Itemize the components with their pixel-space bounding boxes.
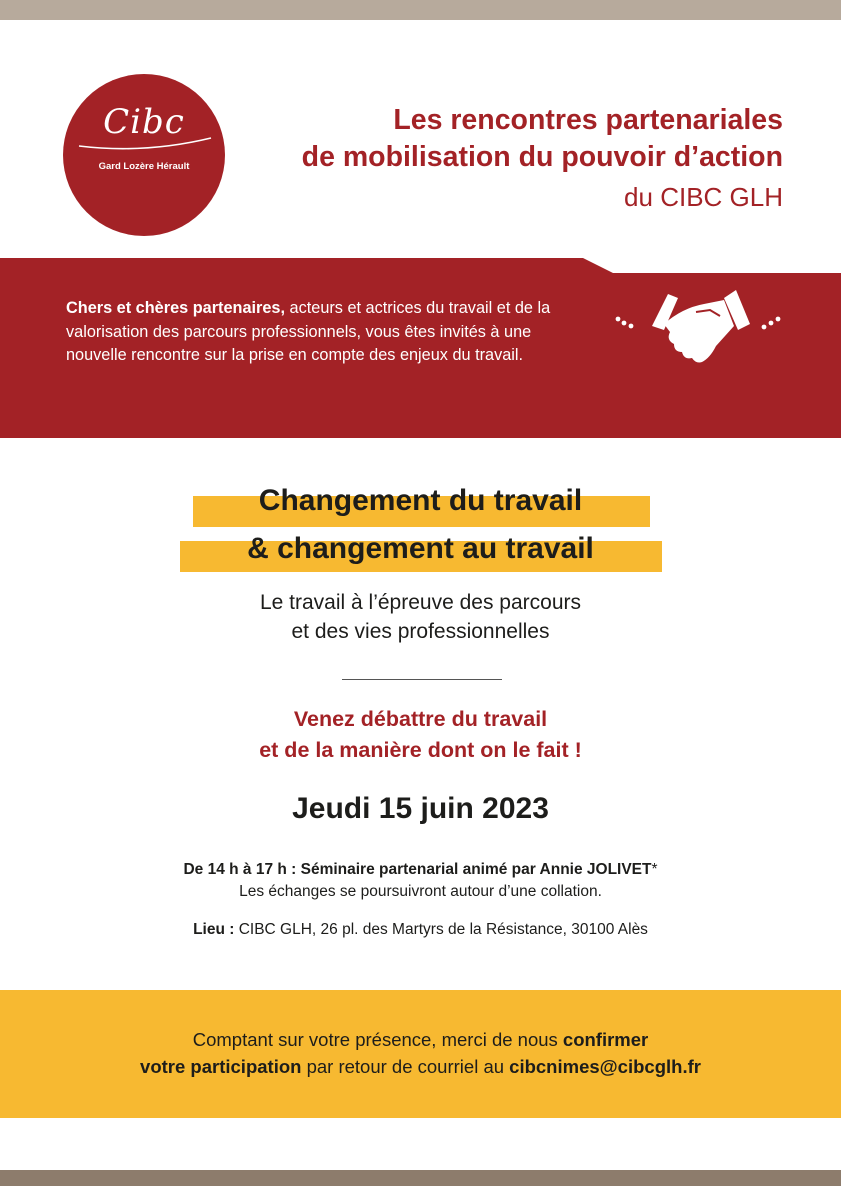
collation-line: Les échanges se poursuivront autour d’une collation. — [239, 883, 602, 900]
location-label: Lieu : — [193, 921, 235, 938]
schedule-line — [0, 859, 841, 881]
location-address: CIBC GLH, 26 pl. des Martyrs de la Résistance, 30100 Alès — [234, 921, 648, 938]
intro-greeting: Chers et chères partenaires, — [66, 299, 286, 317]
bottom-bar — [0, 1170, 841, 1186]
header-subtitle: du CIBC GLH — [624, 182, 783, 212]
divider — [342, 679, 502, 680]
handshake-icon — [612, 286, 788, 372]
event-date: Jeudi 15 juin 2023 — [292, 792, 549, 825]
main-subtitle-line-2: et des vies professionnelles — [291, 620, 550, 643]
location-line — [0, 919, 841, 941]
schedule-asterisk: * — [651, 861, 658, 878]
main-title-line-1: Changement du travail — [258, 484, 583, 517]
band-notch — [583, 258, 841, 273]
cibc-logo — [63, 74, 225, 236]
main-subtitle — [0, 588, 841, 646]
footer-bold-1: confirmer — [562, 1029, 649, 1050]
logo-swoosh-icon — [75, 116, 215, 156]
cta-line-1: Venez débattre du travail — [293, 707, 548, 731]
footer-bold-2: votre participation — [140, 1056, 302, 1077]
cta-line-2: et de la manière dont on le fait ! — [259, 738, 582, 762]
footer-text-1: Comptant sur votre présence, merci de nous — [192, 1029, 563, 1050]
top-bar — [0, 0, 841, 20]
footer-text-2: par retour de courriel au — [301, 1056, 510, 1077]
footer-text — [0, 1026, 841, 1080]
intro-text — [66, 297, 586, 368]
header-title-line-2: de mobilisation du pouvoir d’action — [301, 141, 783, 173]
email-link[interactable]: cibcnimes@cibcglh.fr — [509, 1056, 701, 1077]
call-to-action — [0, 704, 841, 766]
intro-body: acteurs et actrices du travail et de la valorisation des parcours professionnels, vous êtes invités à une nouvelle rencontre sur la prise en compte des enjeux du travail. — [66, 299, 551, 364]
header-title-line-1: Les rencontres partenariales — [393, 104, 783, 136]
logo-subtitle: Gard Lozère Hérault — [98, 161, 190, 172]
schedule-text: De 14 h à 17 h : Séminaire partenarial animé par Annie JOLIVET — [183, 861, 652, 878]
main-title-line-2: & changement au travail — [247, 532, 594, 565]
main-subtitle-line-1: Le travail à l’épreuve des parcours — [259, 591, 581, 614]
header-title — [302, 102, 783, 176]
logo-wordmark: Cibc — [103, 102, 185, 142]
